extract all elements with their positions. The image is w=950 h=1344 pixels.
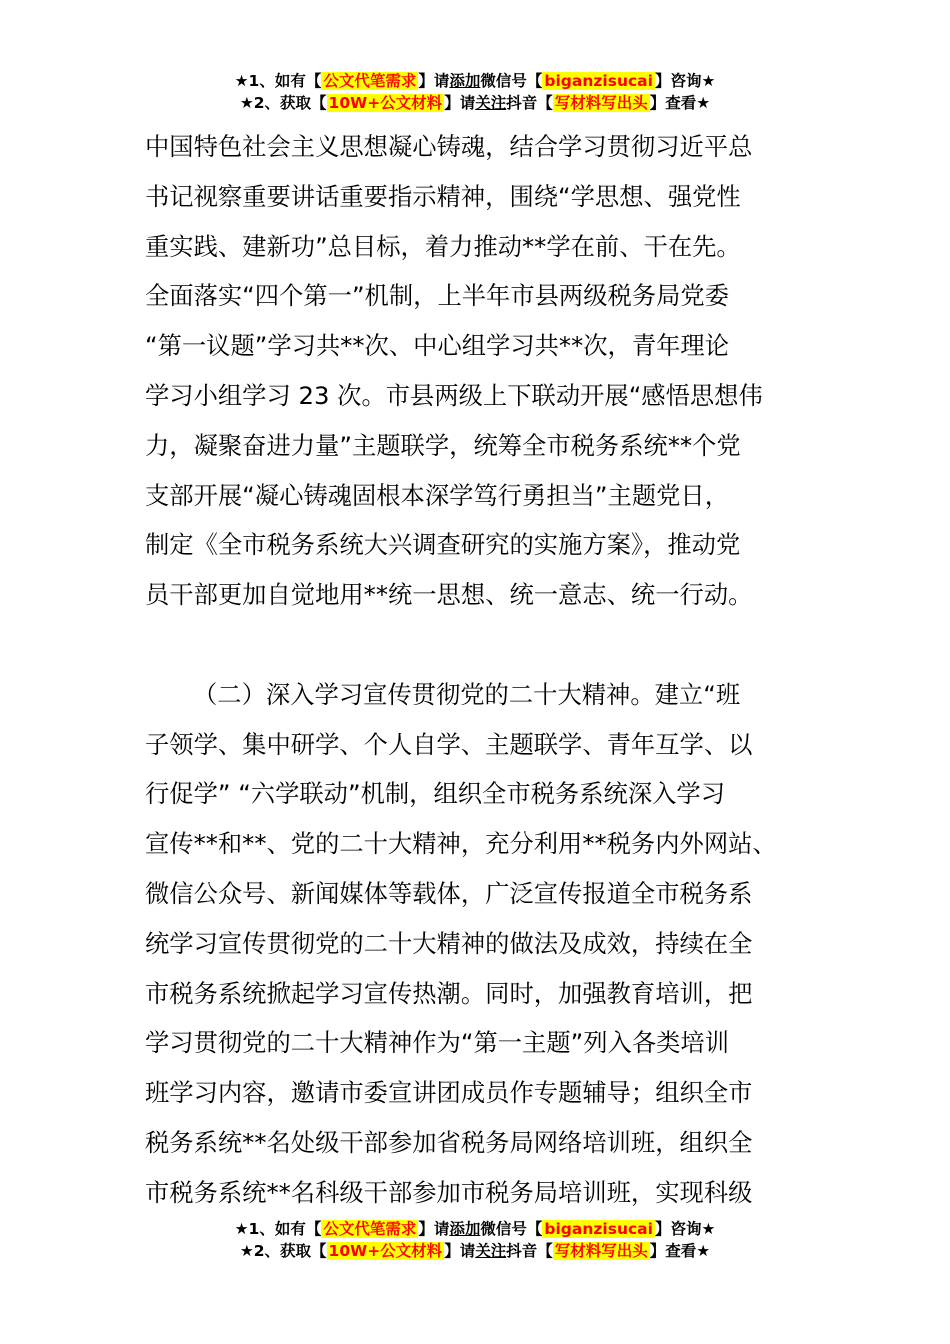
text-line: 市税务系统**名科级干部参加市税务局培训班，实现科级 [145,1177,753,1207]
text-line: 子领学、集中研学、个人自学、主题联学、青年互学、以 [145,729,753,759]
banner-highlight: biganzisucai [544,72,653,90]
text-line: 统学习宣传贯彻党的二十大精神的做法及成效，持续在全 [145,928,753,958]
text-line: 重实践、建新功”总目标，着力推动**学在前、干在先。 [145,231,741,261]
banner-text: 微信号【 [480,72,543,90]
banner-text: 】请 [418,1220,450,1238]
text-line: 中国特色社会主义思想凝心铸魂，结合学习贯彻习近平总 [145,132,753,161]
text-line: 宣传**和**、党的二十大精神，充分利用**税务内外网站、 [145,829,777,859]
banner-highlight: biganzisucai [544,1220,653,1238]
banner-text: 】查看★ [649,1242,711,1260]
banner-highlight: 写材料写出头 [554,1242,648,1260]
banner-text: ★2、获取【 [239,94,327,112]
footer-banner [0,1218,950,1262]
header-banner [0,70,950,114]
banner-text: 】咨询★ [654,1220,716,1238]
banner-text: ★2、获取【 [239,1242,327,1260]
paragraph-gap [145,620,810,670]
text-line: 班学习内容，邀请市委宣讲团成员作专题辅导；组织全市 [145,1078,753,1108]
banner-line-2 [0,92,950,114]
text-line: 制定《全市税务系统大兴调查研究的实施方案》，推动党 [145,530,741,560]
banner-underlined-text: 关注 [475,1242,507,1260]
text-line: 全面落实“四个第一”机制，上半年市县两级税务局党委 [145,281,730,311]
text-line: 书记视察重要讲话重要指示精神，围绕“学思想、强党性 [145,181,741,211]
banner-text: 】请 [418,72,450,90]
banner-text: ★1、如有【 [234,72,322,90]
text-line: 员干部更加自觉地用**统一思想、统一意志、统一行动。 [145,580,753,610]
banner-highlight: 10W+公文材料 [328,1242,443,1260]
text-line: 市税务系统掀起学习宣传热潮。同时，加强教育培训，把 [145,978,753,1008]
banner-text: 】咨询★ [654,72,716,90]
banner-text: 】请 [444,94,476,112]
text-line: 行促学” “六学联动”机制，组织全市税务系统深入学习 [145,779,726,809]
banner-text: 抖音【 [506,94,553,112]
banner-text: 】请 [444,1242,476,1260]
banner-underlined-text: 添加 [449,1220,481,1238]
banner-text: 】查看★ [649,94,711,112]
banner-highlight: 公文代笔需求 [323,1220,417,1238]
text-line: 力，凝聚奋进力量”主题联学，统筹全市税务系统**个党 [145,430,741,460]
text-line: 微信公众号、新闻媒体等载体，广泛宣传报道全市税务系 [145,878,753,908]
text-line: 税务系统**名处级干部参加省税务局网络培训班，组织全 [145,1127,753,1157]
banner-text: 抖音【 [506,1242,553,1260]
text-line: 学习贯彻党的二十大精神作为“第一主题”列入各类培训 [145,1028,730,1058]
banner-highlight: 写材料写出头 [554,94,648,112]
banner-line-1 [0,70,950,92]
document-body [145,122,810,1218]
banner-highlight: 公文代笔需求 [323,72,417,90]
banner-underlined-text: 添加 [449,72,481,90]
banner-line-1 [0,1218,950,1240]
banner-highlight: 10W+公文材料 [328,94,443,112]
text-line: 支部开展“凝心铸魂固根本深学笃行勇担当”主题党日， [145,480,730,510]
banner-text: 微信号【 [480,1220,543,1238]
text-line: “第一议题”学习共**次、中心组学习共**次，青年理论 [145,331,730,361]
banner-line-2 [0,1240,950,1262]
text-line: 学习小组学习 23 次。市县两级上下联动开展“感悟思想伟 [145,380,763,410]
section-heading-line: （二）深入学习宣传贯彻党的二十大精神。建立“班 [193,679,741,709]
banner-underlined-text: 关注 [475,94,507,112]
banner-text: ★1、如有【 [234,1220,322,1238]
